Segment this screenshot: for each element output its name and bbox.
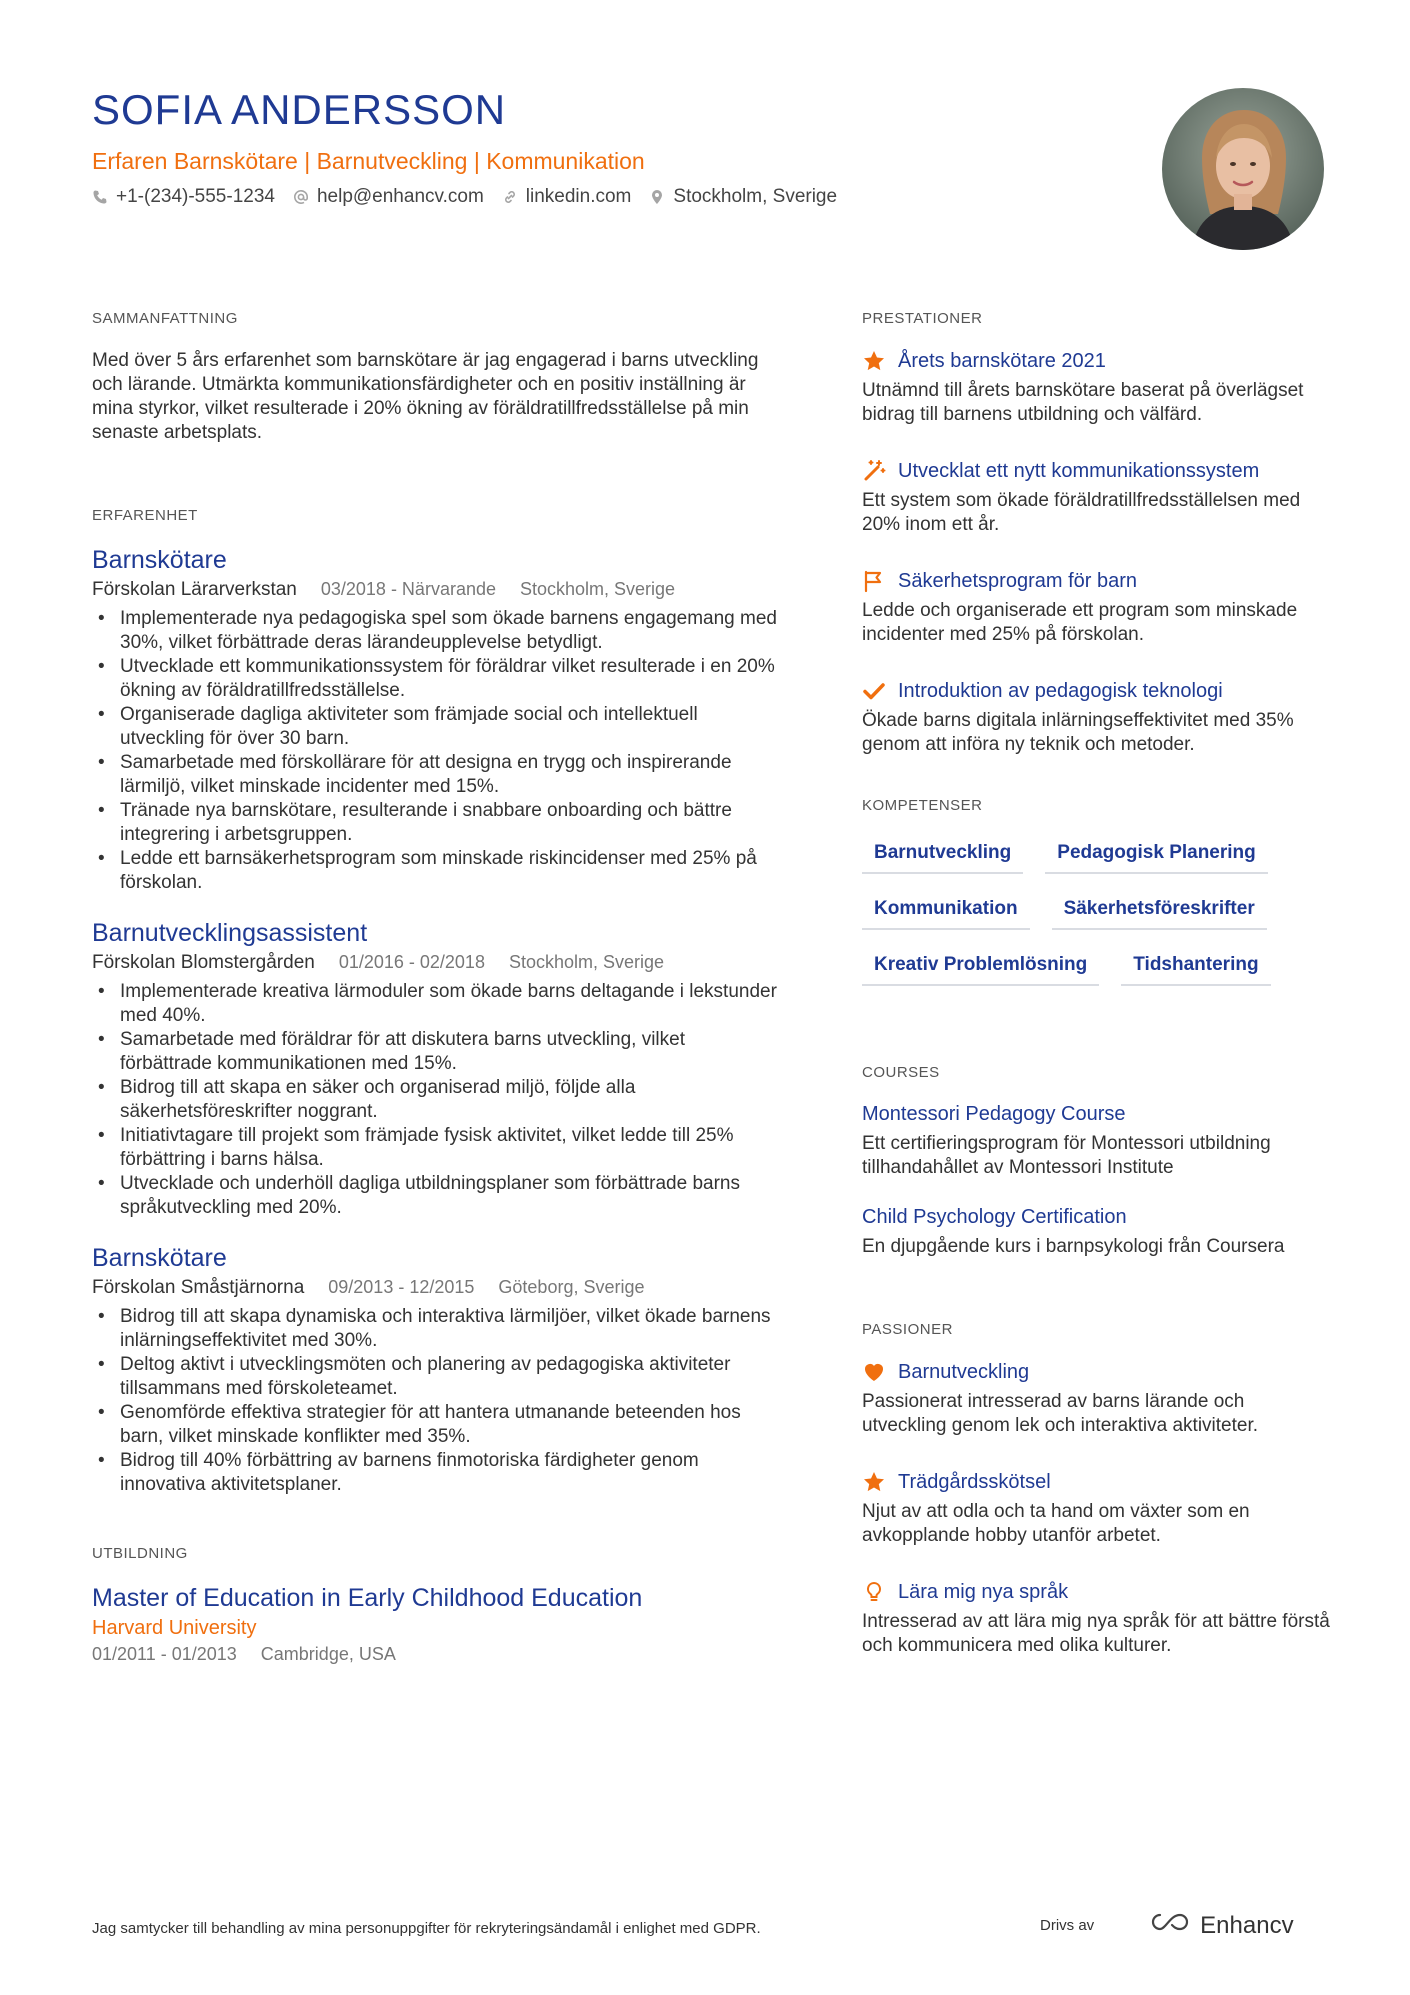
- skill-tag: Säkerhetsföreskrifter: [1052, 892, 1267, 930]
- passion-item: [862, 1580, 1332, 1658]
- bullet-item: • Utvecklade ett kommunikationssystem för föräldrar vilket resulterade i en 20% ökning av föräldratillfredsställelse.: [92, 655, 782, 703]
- course-desc: En djupgående kurs i barnpsykologi från Coursera: [862, 1236, 1285, 1257]
- job-company: Förskolan Blomstergården: [92, 952, 315, 973]
- course-title: Montessori Pedagogy Course: [862, 1103, 1126, 1125]
- achievement-desc: Ett system som ökade föräldratillfredsställelsen med 20% inom ett år.: [862, 490, 1301, 535]
- job-title: Barnutvecklingsassistent: [92, 919, 368, 947]
- skill-tag: Tidshantering: [1121, 948, 1270, 986]
- course-item: [862, 1103, 1332, 1180]
- passion-item: [862, 1360, 1332, 1438]
- achievement-desc: Ökade barns digitala inlärningseffektivitet med 35% genom att införa ny teknik och metoder.: [862, 710, 1294, 755]
- skill-tag: Barnutveckling: [862, 836, 1023, 874]
- experience-section: [92, 507, 782, 1497]
- job-title: Barnskötare: [92, 1244, 227, 1272]
- star-icon: [862, 349, 886, 373]
- passion-desc: Njut av att odla och ta hand om växter som en avkopplande hobby utanför arbetet.: [862, 1501, 1250, 1546]
- job-meta: [92, 1277, 782, 1299]
- job-company: Förskolan Småstjärnorna: [92, 1277, 305, 1298]
- job-entry: [92, 1244, 782, 1497]
- courses-section: [862, 1064, 1332, 1259]
- email-text: help@enhancv.com: [316, 186, 484, 207]
- bullet-item: • Deltog aktivt i utvecklingsmöten och planering av pedagogiska aktiviteter tillsammans med förskoleteamet.: [92, 1353, 782, 1401]
- job-bullets: [92, 1305, 782, 1497]
- job-entry: [92, 546, 782, 895]
- achievement-item: [862, 459, 1332, 537]
- skills-heading: KOMPETENSER: [862, 797, 983, 814]
- enhancv-logo[interactable]: [1148, 1910, 1293, 1941]
- footer-brand: [1040, 1910, 1294, 1941]
- job-company: Förskolan Lärarverkstan: [92, 579, 297, 600]
- right-column: [862, 310, 1332, 1690]
- job-title: Barnskötare: [92, 546, 227, 574]
- candidate-name: SOFIA ANDERSSON: [92, 86, 507, 133]
- summary-heading: SAMMANFATTNING: [92, 310, 238, 327]
- profile-photo: [1162, 88, 1324, 250]
- achievement-title: Årets barnskötare 2021: [898, 349, 1106, 372]
- location-text: Stockholm, Sverige: [673, 186, 838, 207]
- achievement-item: [862, 349, 1332, 427]
- passion-desc: Intresserad av att lära mig nya språk för att bättre förstå och kommunicera med olika kulturer.: [862, 1611, 1330, 1656]
- contact-location: [649, 186, 837, 208]
- bullet-item: • Initiativtagare till projekt som främjade fysisk aktivitet, vilket ledde till 25% förbättring i barns hälsa.: [92, 1124, 782, 1172]
- bullet-item: • Samarbetade med förskollärare för att designa en trygg och inspirerande lärmiljö, vilket minskade incidenter med 15%.: [92, 751, 782, 799]
- course-desc: Ett certifieringsprogram för Montessori utbildning tillhandahållet av Montessori Institute: [862, 1133, 1271, 1178]
- job-location: Stockholm, Sverige: [520, 579, 676, 599]
- achievement-title: Säkerhetsprogram för barn: [898, 569, 1138, 592]
- job-dates: 09/2013 - 12/2015: [328, 1277, 475, 1297]
- achievement-desc: Utnämnd till årets barnskötare baserat på överlägset bidrag till barnens utbildning och välfärd.: [862, 380, 1304, 425]
- phone-icon: [92, 189, 108, 205]
- bullet-item: • Tränade nya barnskötare, resulterande i snabbare onboarding och bättre integrering i arbetsgruppen.: [92, 799, 782, 847]
- location-pin-icon: [649, 189, 665, 205]
- courses-heading: COURSES: [862, 1064, 940, 1081]
- lightbulb-icon: [862, 1580, 886, 1604]
- passion-desc: Passionerat intresserad av barns lärande och utveckling genom lek och interaktiva aktiviteter.: [862, 1391, 1259, 1436]
- flag-icon: [862, 569, 886, 593]
- job-bullets: [92, 980, 782, 1220]
- link-icon: [502, 189, 518, 205]
- powered-by-label: Drivs av: [1040, 1917, 1095, 1934]
- passion-title: Barnutveckling: [898, 1360, 1030, 1383]
- bullet-item: • Bidrog till att skapa en säker och organiserad miljö, följde alla säkerhetsföreskrifter noggrant.: [92, 1076, 782, 1124]
- education-heading: UTBILDNING: [92, 1545, 188, 1562]
- job-bullets: [92, 607, 782, 895]
- achievements-heading: PRESTATIONER: [862, 310, 983, 327]
- job-meta: [92, 952, 782, 974]
- left-column: [92, 310, 782, 1665]
- skill-tag: Kommunikation: [862, 892, 1030, 930]
- skill-tag: Kreativ Problemlösning: [862, 948, 1099, 986]
- degree-title: Master of Education in Early Childhood Education: [92, 1584, 643, 1612]
- contact-phone[interactable]: [92, 186, 275, 208]
- achievements-section: [862, 310, 1332, 757]
- education-section: [92, 1545, 782, 1665]
- passions-heading: PASSIONER: [862, 1321, 953, 1338]
- summary-section: [92, 310, 782, 445]
- education-dates: 01/2011 - 01/2013: [92, 1644, 237, 1664]
- job-location: Göteborg, Sverige: [498, 1277, 645, 1297]
- infinity-icon: [1148, 1910, 1192, 1941]
- contact-linkedin[interactable]: [502, 186, 632, 208]
- achievement-item: [862, 679, 1332, 757]
- skills-section: [862, 797, 1332, 986]
- bullet-item: • Implementerade kreativa lärmoduler som ökade barns deltagande i lekstunder med 40%.: [92, 980, 782, 1028]
- achievement-title: Introduktion av pedagogisk teknologi: [898, 679, 1223, 702]
- job-dates: 01/2016 - 02/2018: [338, 952, 485, 972]
- bullet-item: • Ledde ett barnsäkerhetsprogram som minskade riskincidenser med 25% på förskolan.: [92, 847, 782, 895]
- school-name: Harvard University: [92, 1617, 257, 1639]
- experience-heading: ERFARENHET: [92, 507, 198, 524]
- magic-wand-icon: [862, 459, 886, 483]
- phone-text: +1-(234)-555-1234: [116, 186, 275, 207]
- achievement-item: [862, 569, 1332, 647]
- summary-text: Med över 5 års erfarenhet som barnskötare är jag engagerad i barns utveckling och lärande. Utmärkta kommunikationsfärdigheter och en positiv inställning är mina styrkor, vilket resulterade i 20% ökning av föräldratillfredsställelse på min senaste arbetsplats.: [92, 350, 759, 443]
- star-icon: [862, 1470, 886, 1494]
- bullet-item: • Utvecklade och underhöll dagliga utbildningsplaner som förbättrade barns språkutveckling med 20%.: [92, 1172, 782, 1220]
- education-location: Cambridge, USA: [260, 1644, 396, 1664]
- bullet-item: • Implementerade nya pedagogiska spel som ökade barnens engagemang med 30%, vilket förbättrade deras lärandeupplevelse betydligt.: [92, 607, 782, 655]
- tagline: Erfaren Barnskötare | Barnutveckling | Kommunikation: [92, 148, 645, 174]
- passion-title: Trädgårdsskötsel: [898, 1470, 1051, 1493]
- gdpr-consent: Jag samtycker till behandling av mina personuppgifter för rekryteringsändamål i enlighet med GDPR.: [92, 1920, 761, 1937]
- job-meta: [92, 579, 782, 601]
- bullet-item: • Bidrog till att skapa dynamiska och interaktiva lärmiljöer, vilket ökade barnens inlärningseffektivitet med 30%.: [92, 1305, 782, 1353]
- heart-icon: [862, 1360, 886, 1384]
- checkmark-icon: [862, 679, 886, 703]
- job-entry: [92, 919, 782, 1220]
- at-icon: [293, 189, 309, 205]
- passions-section: [862, 1321, 1332, 1658]
- job-dates: 03/2018 - Närvarande: [320, 579, 496, 599]
- bullet-item: • Samarbetade med föräldrar för att diskutera barns utveckling, vilket förbättrade kommunikationen med 15%.: [92, 1028, 782, 1076]
- contact-bar: [92, 186, 837, 208]
- contact-email[interactable]: [293, 186, 484, 208]
- brand-name: Enhancv: [1200, 1911, 1294, 1939]
- course-title: Child Psychology Certification: [862, 1206, 1127, 1228]
- bullet-item: • Bidrog till 40% förbättring av barnens finmotoriska färdigheter genom innovativa aktivitetsplaner.: [92, 1449, 782, 1497]
- education-meta: [92, 1644, 782, 1665]
- achievement-title: Utvecklat ett nytt kommunikationssystem: [898, 459, 1260, 482]
- passion-item: [862, 1470, 1332, 1548]
- skill-tag: Pedagogisk Planering: [1045, 836, 1268, 874]
- linkedin-text: linkedin.com: [525, 186, 632, 207]
- course-item: [862, 1206, 1332, 1259]
- passion-title: Lära mig nya språk: [898, 1580, 1069, 1603]
- job-location: Stockholm, Sverige: [508, 952, 665, 972]
- achievement-desc: Ledde och organiserade ett program som minskade incidenter med 25% på förskolan.: [862, 600, 1298, 645]
- bullet-item: • Organiserade dagliga aktiviteter som främjade social och intellektuell utveckling för över 30 barn.: [92, 703, 782, 751]
- bullet-item: • Genomförde effektiva strategier för att hantera utmanande beteenden hos barn, vilket minskade konflikter med 35%.: [92, 1401, 782, 1449]
- skills-list: [862, 836, 1332, 986]
